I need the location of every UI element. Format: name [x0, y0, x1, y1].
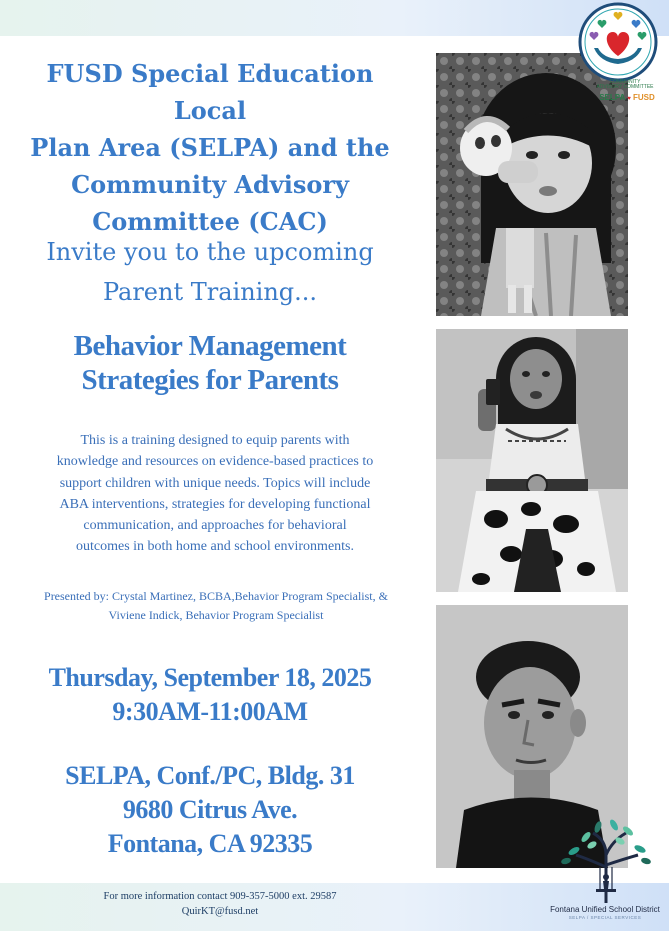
- description-line: This is a training designed to equip parents with: [80, 433, 350, 448]
- invite-line: Invite you to the upcoming: [46, 238, 374, 266]
- description-line: ABA interventions, strategies for developing functional: [59, 496, 371, 512]
- cac-logo-line1: COMMUNITY: [609, 79, 641, 85]
- cac-logo-selpa: SELPA: [599, 93, 625, 102]
- presenter-line: Presented by: Crystal Martinez, BCBA,Behavior Program Specialist, &: [44, 589, 388, 603]
- contact-phone: For more information contact 909-357-5000 ext. 29587: [103, 891, 337, 902]
- invite-line: Parent Training...: [102, 278, 318, 306]
- event-time: 9:30AM-11:00AM: [112, 697, 308, 726]
- description-line: communication, and approaches for behavioral: [83, 518, 347, 534]
- contact-email[interactable]: QuirKT@fusd.net: [181, 906, 259, 917]
- top-gradient-band: [0, 0, 669, 36]
- description-line: knowledge and resources on evidence-based practices to: [56, 454, 374, 470]
- location-line: SELPA, Conf./PC, Bldg. 31: [65, 761, 355, 790]
- invite-text: [20, 232, 400, 312]
- flyer-title: [20, 55, 400, 240]
- presenter-line: Viviene Indick, Behavior Program Specialist: [108, 608, 324, 622]
- location-line: Fontana, CA 92335: [107, 829, 313, 858]
- cac-logo-fusd: FUSD: [633, 93, 655, 102]
- contact-info: [60, 889, 380, 919]
- heart-hands-logo: COMMUNITY ADVISORY COMMITTEE SELPA ♥ FUSD: [576, 2, 660, 106]
- title-line: Community Advisory: [71, 170, 349, 199]
- description-line: support children with unique needs. Topics will include: [59, 475, 371, 491]
- training-title-line: Strategies for Parents: [81, 364, 339, 396]
- event-datetime: [20, 661, 400, 729]
- location-line: 9680 Citrus Ave.: [122, 795, 298, 824]
- event-location: [20, 759, 400, 861]
- cac-logo-line2: ADVISORY COMMITTEE: [596, 84, 654, 90]
- presenter-info: [20, 587, 412, 625]
- fusd-logo-name: Fontana Unified School District: [550, 905, 660, 914]
- title-line: Committee (CAC): [92, 207, 328, 236]
- title-line: FUSD Special Education Local: [46, 59, 374, 125]
- training-title: [20, 329, 400, 397]
- title-line: Plan Area (SELPA) and the: [30, 133, 390, 162]
- fusd-logo-subtitle: SELPA / SPECIAL SERVICES: [568, 915, 642, 920]
- photo-girl-in-costume: [436, 329, 628, 592]
- training-title-line: Behavior Management: [73, 330, 347, 362]
- event-date: Thursday, September 18, 2025: [48, 663, 372, 692]
- training-description: [25, 430, 405, 558]
- description-line: outcomes in both home and school environments.: [75, 539, 354, 555]
